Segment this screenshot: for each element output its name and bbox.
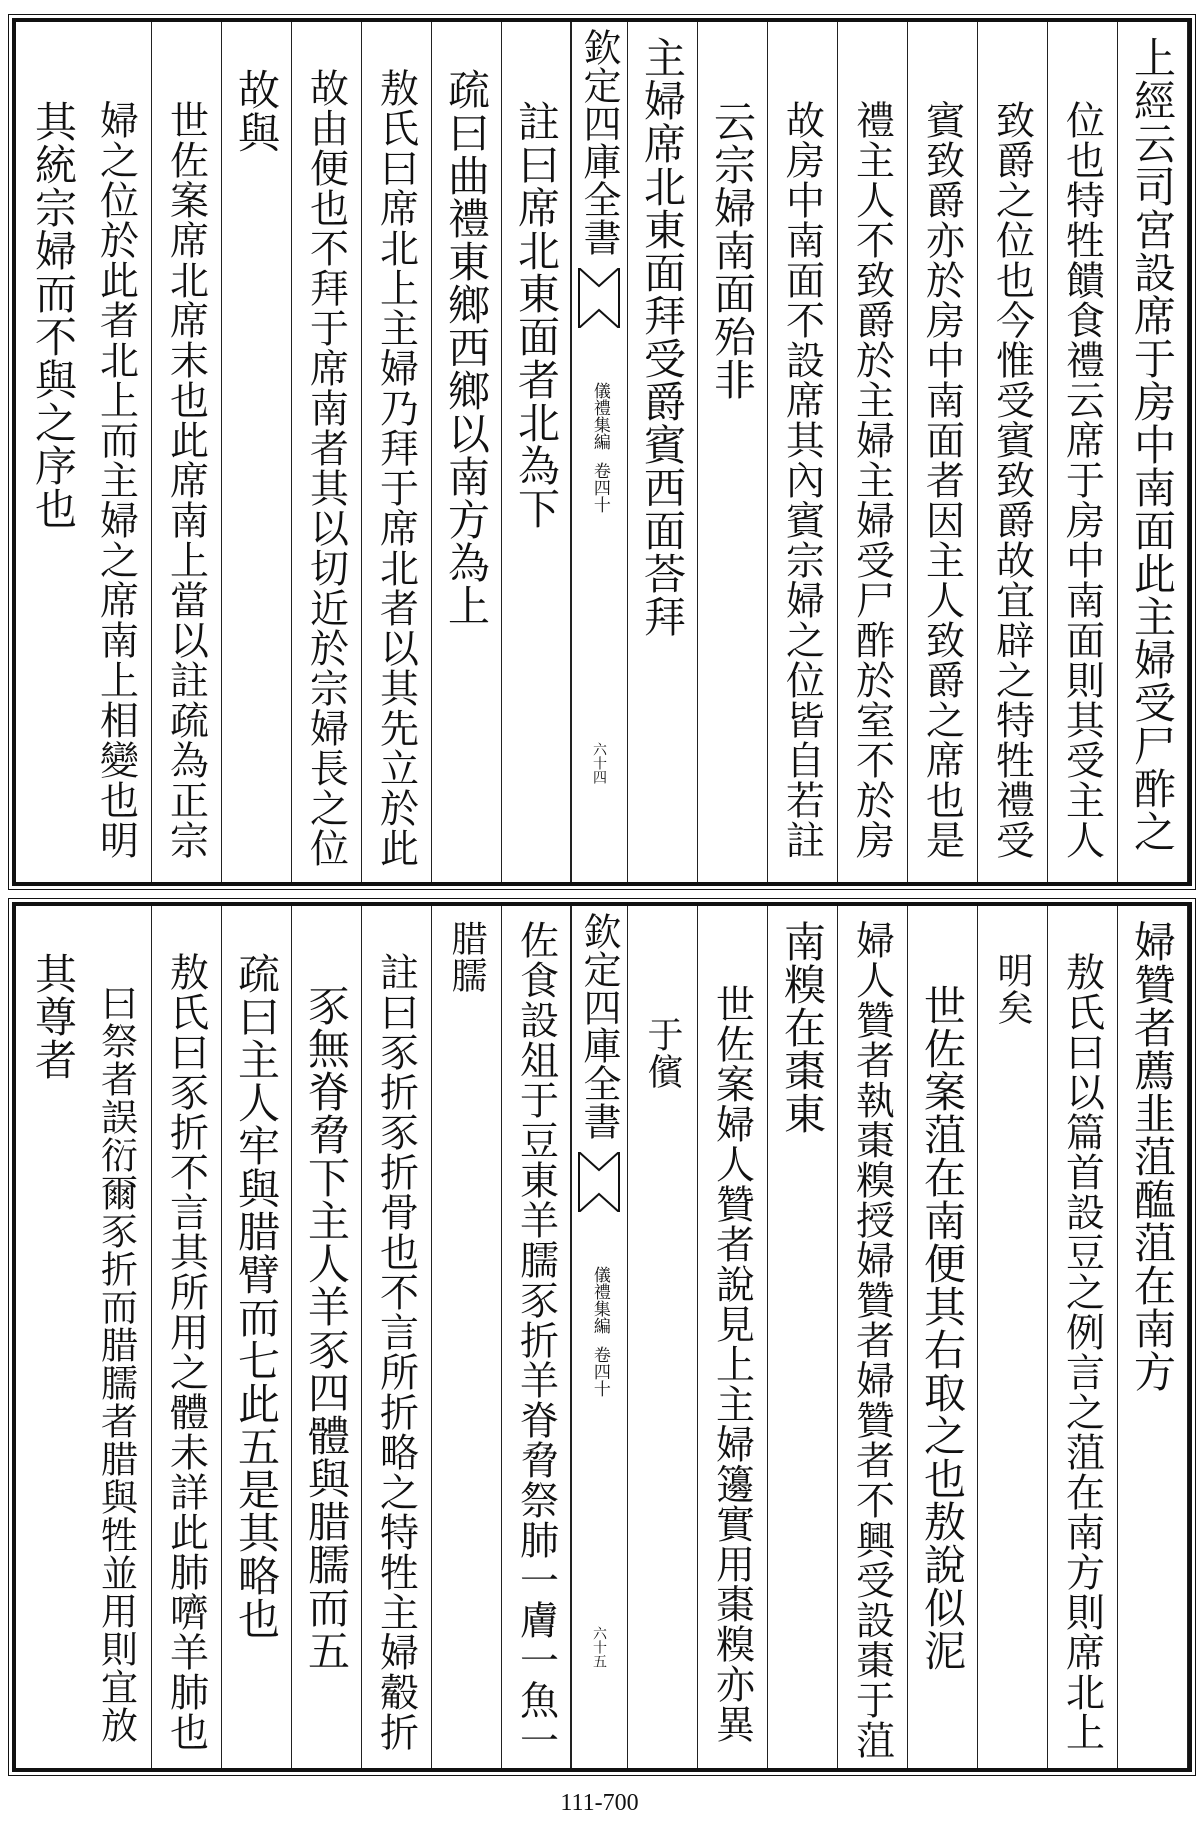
top-col-4	[907, 22, 978, 882]
page-label: 111-700	[560, 1790, 639, 1816]
bottom-col-text: 婦贊者薦韭菹醢菹在南方	[1128, 920, 1177, 1393]
top-col-text: 故由便也不拜于席南者其以切近於宗婦長之位	[303, 68, 349, 868]
bottom-col-text: 明矣	[992, 952, 1033, 1026]
top-col-text: 婦之位於此者北上而主婦之席南上相變也明	[93, 100, 139, 860]
top-col-10	[431, 22, 502, 882]
bottom-col-1	[1117, 906, 1188, 1768]
top-col-3	[977, 22, 1048, 882]
bottom-col-15	[81, 906, 152, 1768]
bottom-col-text: 南糗在棗東	[778, 920, 827, 1135]
top-col-5	[837, 22, 908, 882]
top-col-text: 故與	[232, 68, 281, 154]
top-col-text: 云宗婦南面殆非	[708, 100, 757, 401]
top-col-6	[767, 22, 838, 882]
bottom-col-10	[431, 906, 502, 1768]
bottom-col-14	[151, 906, 222, 1768]
bottom-col-12	[291, 906, 362, 1768]
bottom-col-text: 佐食設俎于豆東羊臑豕折羊脊脅祭肺一膚一魚一	[513, 920, 559, 1760]
fish-tail-icon	[577, 1152, 621, 1212]
bottom-col-13	[221, 906, 292, 1768]
bottom-page-frame	[12, 902, 1192, 1772]
spine-volume: 卷四十	[589, 1346, 610, 1397]
top-col-14	[151, 22, 222, 882]
top-col-15	[81, 22, 152, 882]
top-spine	[570, 22, 628, 882]
top-col-text: 禮主人不致爵於主婦主婦受尸酢於室不於房	[849, 100, 895, 860]
top-col-text: 世佐案席北席末也此席南上當以註疏為正宗	[163, 100, 209, 860]
bottom-col-text: 其尊者	[29, 952, 78, 1081]
bottom-col-16	[24, 906, 82, 1768]
bottom-col-9	[501, 906, 572, 1768]
bottom-col-5	[837, 906, 908, 1768]
bottom-col-text: 世佐案菹在南便其右取之也敖說似泥	[918, 984, 967, 1672]
top-col-7	[697, 22, 768, 882]
bottom-col-7	[697, 906, 768, 1768]
bottom-col-11	[361, 906, 432, 1768]
top-col-text: 其統宗婦而不與之序也	[29, 100, 78, 530]
bottom-col-text: 敖氏曰豕折不言其所用之體未詳此肺嚌羊肺也	[163, 952, 209, 1752]
top-col-12	[291, 22, 362, 882]
bottom-col-4	[907, 906, 978, 1768]
top-col-text: 疏曰曲禮東鄉西鄉以南方為上	[442, 68, 491, 627]
top-col-text: 賓致爵亦於房中南面者因主人致爵之席也是	[919, 100, 965, 860]
bottom-col-text: 敖氏曰以篇首設豆之例言之菹在南方則席北上	[1059, 952, 1105, 1752]
bottom-col-3	[977, 906, 1048, 1768]
top-col-text: 註曰席北東面者北為下	[512, 100, 561, 530]
spine-page-number: 六十五	[591, 1626, 607, 1668]
top-col-text: 上經云司宮設席于房中南面此主婦受尸酢之	[1128, 36, 1177, 853]
bottom-col-2	[1047, 906, 1118, 1768]
bottom-col-text: 世佐案婦人贊者說見上主婦籩實用棗糗亦異	[709, 984, 755, 1744]
top-col-16	[24, 22, 82, 882]
bottom-col-text: 于儐	[642, 1016, 683, 1090]
bottom-col-text: 疏曰主人牢與腊臂而七此五是其略也	[232, 952, 281, 1640]
top-col-9	[501, 22, 572, 882]
top-page-frame	[12, 18, 1192, 886]
spine-book-title: 儀禮集編	[589, 1266, 610, 1334]
fish-tail-icon	[577, 268, 621, 328]
bottom-col-6	[767, 906, 838, 1768]
top-col-11	[361, 22, 432, 882]
spine-title: 欽定四庫全書	[577, 912, 621, 1140]
bottom-col-text: 豕無脊脅下主人羊豕四體與腊臑而五	[302, 984, 351, 1672]
top-col-text: 敖氏曰席北上主婦乃拜于席北者以其先立於此	[373, 68, 419, 868]
spine-title: 欽定四庫全書	[577, 28, 621, 256]
top-col-text: 致爵之位也今惟受賓致爵故宜辟之特牲禮受	[989, 100, 1035, 860]
bottom-col-text: 註曰豕折豕折骨也不言所折略之特牲主婦觳折	[373, 952, 419, 1752]
spine-volume: 卷四十	[589, 462, 610, 513]
top-col-1	[1117, 22, 1188, 882]
top-col-2	[1047, 22, 1118, 882]
top-col-text: 故房中南面不設席其內賓宗婦之位皆自若註	[779, 100, 825, 860]
top-col-text: 主婦席北東面拜受爵賓西面荅拜	[638, 36, 687, 638]
bottom-col-8	[627, 906, 698, 1768]
top-col-13	[221, 22, 292, 882]
top-col-text: 位也特牲饋食禮云席于房中南面則其受主人	[1059, 100, 1105, 860]
bottom-spine	[570, 906, 628, 1768]
bottom-col-text: 曰祭者誤衍爾豕折而腊臑者腊與牲並用則宜放	[94, 984, 138, 1744]
top-col-8	[627, 22, 698, 882]
bottom-col-text: 婦人贊者執棗糗授婦贊者婦贊者不興受設棗于菹	[849, 920, 895, 1760]
spine-book-title: 儀禮集編	[589, 382, 610, 450]
bottom-col-text: 腊臑	[446, 920, 487, 994]
spine-page-number: 六十四	[591, 742, 607, 784]
